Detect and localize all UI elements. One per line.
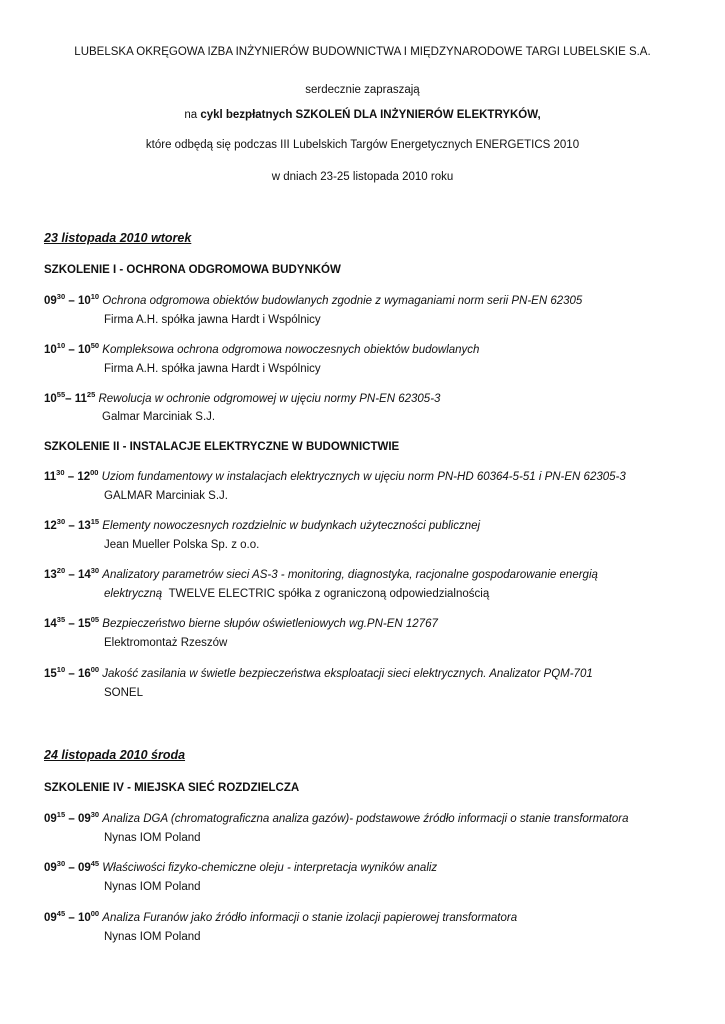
section-heading: SZKOLENIE IV - MIEJSKA SIEĆ ROZDZIELCZA <box>44 782 300 794</box>
schedule-item <box>44 517 481 532</box>
company-name: Galmar Marciniak S.J. <box>102 411 216 423</box>
schedule-item <box>44 292 583 307</box>
section-heading: SZKOLENIE I - OCHRONA ODGROMOWA BUDYNKÓW <box>44 264 341 276</box>
schedule-item <box>44 909 518 924</box>
company-name: Firma A.H. spółka jawna Hardt i Wspólnicy <box>104 363 321 375</box>
schedule-item <box>44 468 626 483</box>
time-range: $10^{55}-$ $11^{25}$ <box>44 390 96 405</box>
schedule-item <box>44 859 438 874</box>
company-name: SONEL <box>104 687 143 699</box>
section-heading: SZKOLENIE II - INSTALACJE ELEKTRYCZNE W BUDOWNICTWIE <box>44 441 400 453</box>
time-range: $09^{15} - 09^{30}$ <box>44 810 100 825</box>
company-name: GALMAR Marciniak S.J. <box>104 490 228 502</box>
dates-line: w dniach 23-25 listopada 2010 roku <box>271 171 454 183</box>
company-name: TWELVE ELECTRIC spółka z ograniczoną odpowiedzialnością <box>168 588 490 600</box>
time-range: $13^{20} - 14^{30}$ <box>44 566 100 581</box>
talk-title: Kompleksowa ochrona odgromowa nowoczesnych obiektów budowlanych <box>102 344 480 356</box>
day-heading: 23 listopada 2010 wtorek <box>44 231 192 245</box>
company-name: Nynas IOM Poland <box>104 832 201 844</box>
day-heading: 24 listopada 2010 środa <box>44 748 186 762</box>
time-range: $09^{45} - 10^{00}$ <box>44 909 100 924</box>
company-name: Jean Mueller Polska Sp. z o.o. <box>104 539 260 551</box>
invitation-line: serdecznie zapraszają <box>305 84 420 96</box>
time-range: $11^{30} - 12^{00}$ <box>44 468 99 483</box>
talk-title: Rewolucja w ochronie odgromowej w ujęciu normy PN-EN 62305-3 <box>98 393 441 405</box>
time-range: $09^{30} - 09^{45}$ <box>44 859 100 874</box>
time-range: $15^{10} - 16^{00}$ <box>44 665 100 680</box>
talk-title: Analizatory parametrów sieci AS-3 - monitoring, diagnostyka, racjonalne gospodarowanie energią <box>102 569 598 581</box>
company-name: Nynas IOM Poland <box>104 881 201 893</box>
talk-title-continuation: elektryczną <box>104 588 163 600</box>
talk-title: Właściwości fizyko-chemiczne oleju - interpretacja wyników analiz <box>102 862 438 874</box>
talk-title: Jakość zasilania w świetle bezpieczeństwa eksploatacji sieci elektrycznych. Analizator PQM-701 <box>102 668 593 680</box>
schedule-item <box>44 810 629 825</box>
company-name: Firma A.H. spółka jawna Hardt i Wspólnicy <box>104 314 321 326</box>
time-range: $09^{30} - 10^{10}$ <box>44 292 100 307</box>
time-range: $10^{10} - 10^{50}$ <box>44 341 100 356</box>
schedule-item <box>44 341 480 356</box>
talk-title: Elementy nowoczesnych rozdzielnic w budynkach użyteczności publicznej <box>102 520 481 532</box>
schedule-item-continuation <box>104 588 489 600</box>
schedule-item <box>44 615 438 630</box>
talk-title: Ochrona odgromowa obiektów budowlanych zgodnie z wymaganiami norm serii PN-EN 62305 <box>102 295 583 307</box>
company-name: Elektromontaż Rzeszów <box>104 637 228 649</box>
talk-title: Uziom fundamentowy w instalacjach elektrycznych w ujęciu norm PN-HD 60364-5-51 i PN-EN 62305-3 <box>101 471 626 483</box>
company-name: Nynas IOM Poland <box>104 931 201 943</box>
organizers-line: LUBELSKA OKRĘGOWA IZBA INŻYNIERÓW BUDOWNICTWA I MIĘDZYNARODOWE TARGI LUBELSKIE S.A. <box>74 46 651 58</box>
training-cycle-title: cykl bezpłatnych SZKOLEŃ DLA INŻYNIERÓW ELEKTRYKÓW, <box>200 109 541 121</box>
talk-title: Analiza DGA (chromatograficzna analiza gazów)- podstawowe źródło informacji o stanie transformatora <box>102 813 629 825</box>
talk-title: Bezpieczeństwo bierne słupów oświetleniowych wg.PN-EN 12767 <box>102 618 438 630</box>
schedule-item <box>44 665 593 680</box>
event-line: które odbędą się podczas III Lubelskich Targów Energetycznych ENERGETICS 2010 <box>145 139 580 151</box>
time-range: $14^{35} - 15^{05}$ <box>44 615 100 630</box>
training-cycle-prefix: na <box>184 109 201 121</box>
training-cycle-line <box>0 109 725 121</box>
time-range: $12^{30} - 13^{15}$ <box>44 517 100 532</box>
schedule-item <box>44 390 441 405</box>
talk-title: Analiza Furanów jako źródło informacji o stanie izolacji papierowej transformatora <box>102 912 518 924</box>
schedule-item <box>44 566 598 581</box>
